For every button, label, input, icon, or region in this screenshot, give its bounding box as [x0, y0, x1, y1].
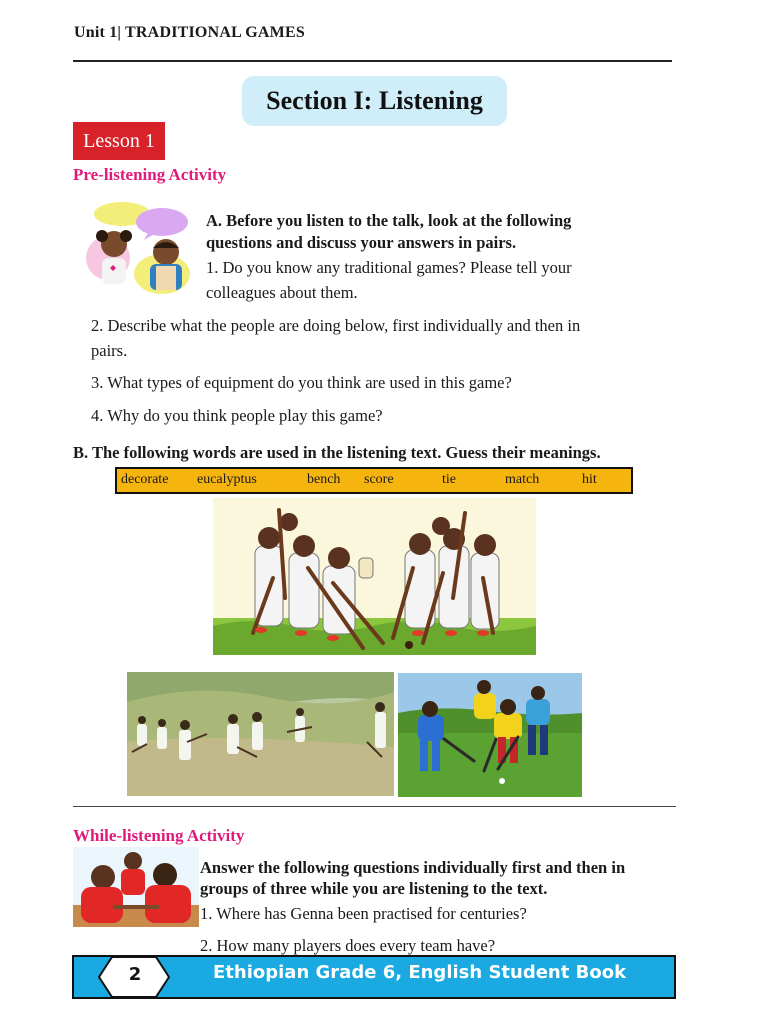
vocab-word: decorate	[121, 472, 169, 487]
question-3: 3. What types of equipment do you think are used in this game?	[91, 373, 512, 392]
while-listening-heading: While-listening Activity	[73, 826, 245, 845]
vocabulary-box	[115, 467, 633, 494]
header-divider	[73, 60, 672, 62]
while-question-1: 1. Where has Genna been practised for centuries?	[200, 904, 527, 923]
vocab-word: eucalyptus	[197, 472, 257, 487]
question-1-line2: colleagues about them.	[206, 283, 358, 302]
pre-listening-heading: Pre-listening Activity	[73, 165, 227, 184]
section-title: Section I: Listening	[242, 76, 507, 126]
question-2-line1: 2. Describe what the people are doing below, first individually and then in	[91, 316, 581, 335]
question-2-line2: pairs.	[91, 341, 128, 360]
part-a-intro-line1: A. Before you listen to the talk, look at the following	[206, 211, 572, 230]
lesson-badge: Lesson 1	[73, 122, 165, 160]
unit-header: Unit 1| TRADITIONAL GAMES	[74, 24, 305, 41]
vocab-word: tie	[442, 472, 456, 487]
vocab-word: score	[364, 472, 394, 487]
discussing-children-illustration	[80, 200, 198, 296]
vocab-word: match	[505, 472, 540, 487]
while-listening-intro-line2: groups of three while you are listening to the text.	[200, 879, 548, 898]
part-a-intro-line2: questions and discuss your answers in pairs.	[206, 233, 517, 252]
page-number: 2	[128, 964, 142, 985]
vocab-word: hit	[582, 472, 597, 487]
hockey-photo	[398, 673, 582, 797]
genna-players-illustration	[213, 498, 536, 655]
students-listening-illustration	[73, 847, 199, 927]
book-title: Ethiopian Grade 6, English Student Book	[213, 962, 627, 983]
part-b-intro: B. The following words are used in the listening text. Guess their meanings.	[73, 443, 601, 462]
question-1-line1: 1. Do you know any traditional games? Please tell your	[206, 258, 572, 277]
field-game-photo	[127, 672, 394, 796]
while-question-2: 2. How many players does every team have?	[200, 936, 496, 955]
section-divider	[73, 806, 676, 807]
question-4: 4. Why do you think people play this game?	[91, 406, 383, 425]
vocab-word: bench	[307, 472, 341, 487]
while-listening-intro-line1: Answer the following questions individually first and then in	[200, 858, 626, 877]
